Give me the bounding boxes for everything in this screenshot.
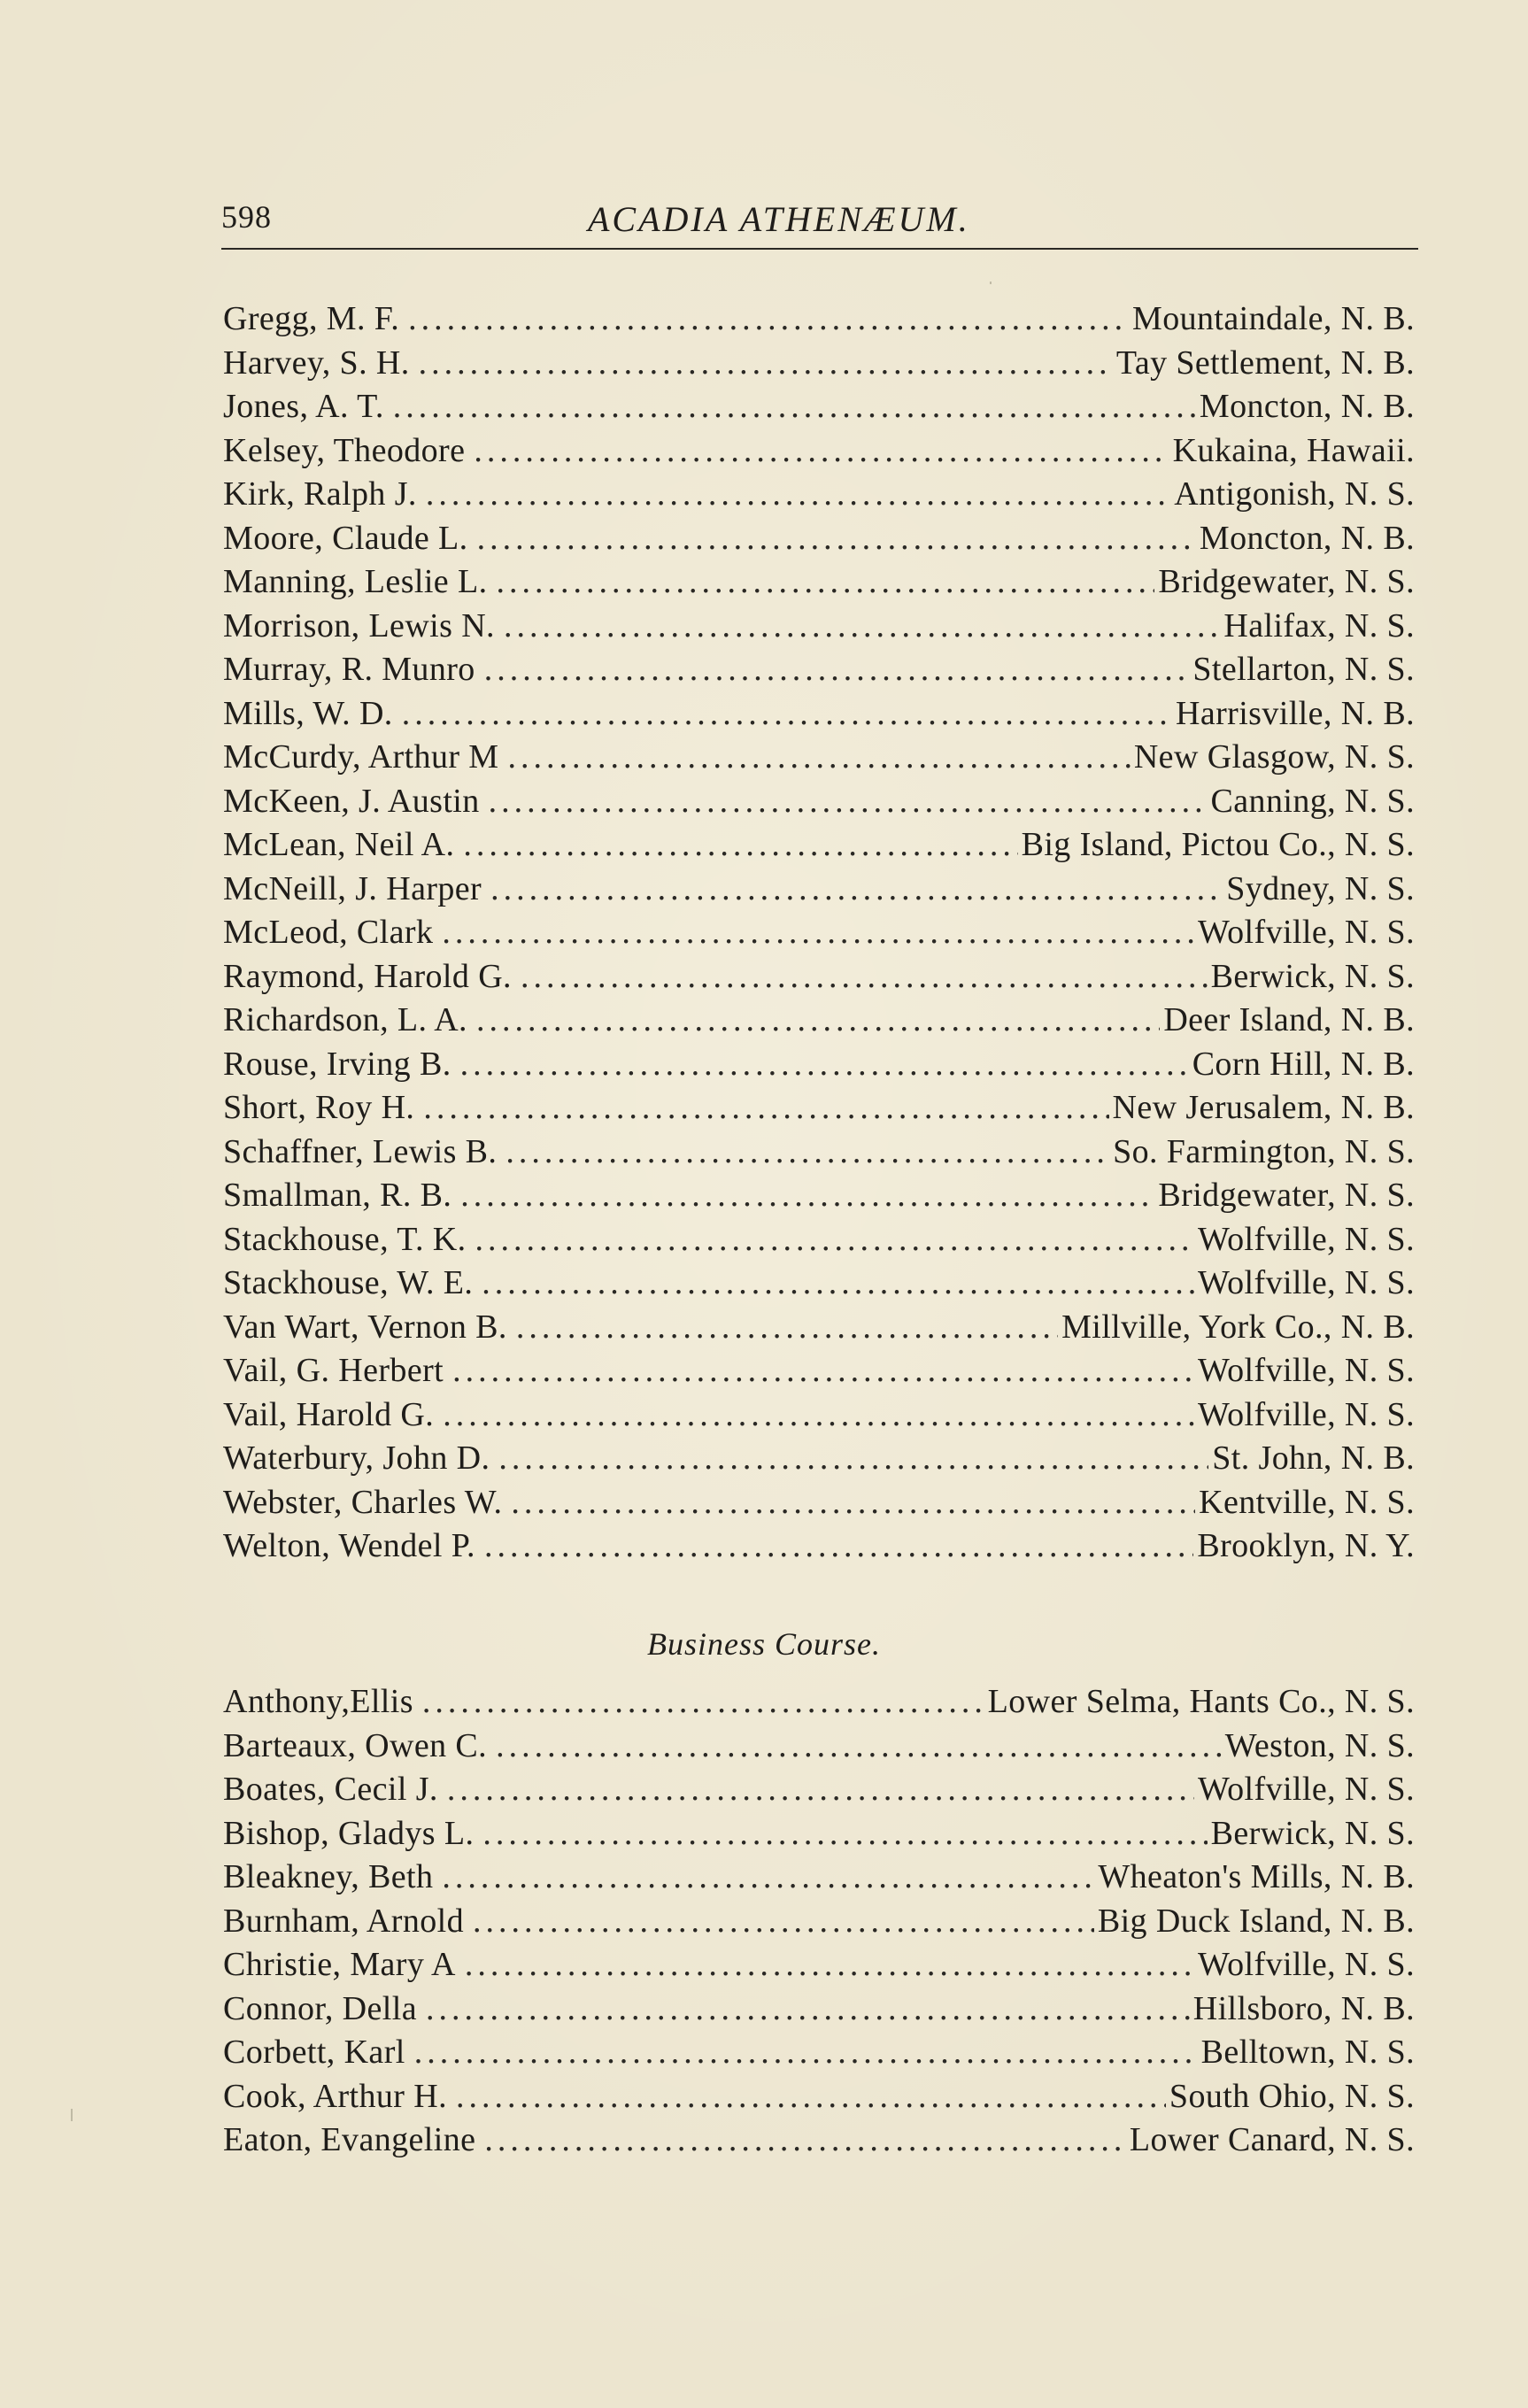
student-name: Boates, Cecil J. — [223, 1771, 438, 1808]
list-item — [223, 1989, 1415, 2034]
student-name: Harvey, S. H. — [223, 343, 410, 382]
student-hometown: Berwick, N. S. — [1210, 1814, 1415, 1852]
list-item — [223, 957, 1415, 1001]
dot-leader — [496, 1726, 1222, 1765]
student-name: McKeen, J. Austin — [223, 782, 480, 820]
student-name: Corbett, Karl — [223, 2034, 405, 2071]
student-name: Gregg, M. F. — [223, 300, 400, 337]
student-name: Webster, Charles W. — [223, 1483, 503, 1521]
dot-leader — [402, 694, 1172, 733]
dot-leader — [460, 1176, 1154, 1215]
student-hometown: Wolfville, N. S. — [1197, 1395, 1415, 1433]
list-item — [223, 1902, 1415, 1946]
list-item — [223, 869, 1415, 914]
dot-leader — [456, 2077, 1166, 2116]
student-hometown: New Glasgow, N. S. — [1133, 738, 1415, 776]
student-hometown: Moncton, N. B. — [1199, 388, 1415, 425]
student-hometown: Mountaindale, N. B. — [1132, 300, 1415, 337]
list-item — [223, 1439, 1415, 1483]
student-name: McCurdy, Arthur M — [223, 738, 499, 776]
student-hometown: South Ohio, N. S. — [1169, 2077, 1415, 2115]
student-name: Smallman, R. B. — [223, 1177, 452, 1214]
student-hometown: Moncton, N. B. — [1199, 519, 1415, 557]
dot-leader — [408, 299, 1129, 338]
student-name: Christie, Mary A — [223, 1946, 456, 1983]
student-hometown: Deer Island, N. B. — [1163, 1001, 1415, 1038]
students-list — [223, 299, 1415, 1571]
list-item — [223, 913, 1415, 957]
student-hometown: Antigonish, N. S. — [1174, 475, 1415, 513]
list-item — [223, 2120, 1415, 2165]
dot-leader — [442, 913, 1194, 952]
dot-leader — [442, 1857, 1094, 1896]
student-hometown: Halifax, N. S. — [1223, 606, 1415, 644]
student-hometown: Wolfville, N. S. — [1197, 1946, 1415, 1983]
student-name: Connor, Della — [223, 1989, 417, 2027]
student-name: Manning, Leslie L. — [223, 563, 488, 600]
dot-leader — [422, 1682, 984, 1721]
list-item — [223, 1308, 1415, 1352]
dot-leader — [423, 1088, 1108, 1127]
list-item — [223, 694, 1415, 738]
student-name: Rouse, Irving B. — [223, 1045, 451, 1083]
list-item — [223, 650, 1415, 694]
dot-leader — [463, 825, 1017, 864]
list-item — [223, 1263, 1415, 1308]
student-name: Vail, Harold G. — [223, 1395, 435, 1433]
dot-leader — [452, 1351, 1194, 1390]
dot-leader — [505, 1132, 1109, 1171]
dot-leader — [419, 343, 1113, 382]
list-item — [223, 1220, 1415, 1264]
student-hometown: Wolfville, N. S. — [1197, 1264, 1415, 1301]
page-number: 598 — [221, 199, 272, 235]
dot-leader — [447, 1770, 1194, 1809]
student-hometown: Harrisville, N. B. — [1176, 694, 1415, 732]
student-name: Burnham, Arnold — [223, 1902, 464, 1940]
student-name: Bishop, Gladys L. — [223, 1814, 475, 1852]
list-item — [223, 1132, 1415, 1177]
student-name: Bleakney, Beth — [223, 1858, 434, 1895]
student-hometown: Wolfville, N. S. — [1197, 914, 1415, 951]
dot-leader — [426, 475, 1170, 513]
business-course-list — [223, 1682, 1415, 2165]
list-item — [223, 343, 1415, 388]
student-name: Kelsey, Theodore — [223, 431, 466, 469]
dot-leader — [426, 1989, 1190, 2028]
paper-speck — [71, 2109, 73, 2121]
dot-leader — [473, 1902, 1094, 1941]
running-title: ACADIA ATHENÆUM. — [588, 199, 970, 239]
list-item — [223, 1526, 1415, 1571]
student-name: Cook, Arthur H. — [223, 2077, 447, 2115]
student-name: Kirk, Ralph J. — [223, 475, 417, 513]
list-item — [223, 387, 1415, 431]
dot-leader — [475, 1220, 1194, 1259]
dot-leader — [465, 1945, 1194, 1984]
student-name: Anthony,Ellis — [223, 1683, 413, 1720]
student-hometown: Millville, York Co., N. B. — [1061, 1308, 1415, 1346]
student-name: Schaffner, Lewis B. — [223, 1132, 498, 1170]
student-name: Short, Roy H. — [223, 1089, 415, 1126]
student-hometown: Big Duck Island, N. B. — [1097, 1902, 1415, 1940]
student-name: Vail, G. Herbert — [223, 1352, 444, 1389]
student-name: Van Wart, Vernon B. — [223, 1308, 507, 1346]
student-name: Waterbury, John D. — [223, 1439, 490, 1477]
list-item — [223, 1176, 1415, 1220]
dot-leader — [474, 431, 1169, 470]
student-hometown: St. John, N. B. — [1212, 1439, 1415, 1477]
list-item — [223, 2077, 1415, 2121]
list-item — [223, 737, 1415, 782]
list-item — [223, 2033, 1415, 2077]
student-name: Mills, W. D. — [223, 694, 393, 732]
dot-leader — [498, 1439, 1208, 1478]
dot-leader — [504, 606, 1220, 645]
dot-leader — [508, 737, 1131, 776]
student-name: Stackhouse, T. K. — [223, 1220, 467, 1258]
list-item — [223, 519, 1415, 563]
list-item — [223, 1814, 1415, 1858]
dot-leader — [476, 1000, 1160, 1039]
list-item — [223, 562, 1415, 606]
list-item — [223, 782, 1415, 826]
student-name: Eaton, Evangeline — [223, 2121, 476, 2158]
list-item — [223, 1000, 1415, 1045]
student-name: Murray, R. Munro — [223, 651, 475, 688]
student-hometown: Hillsboro, N. B. — [1192, 1989, 1415, 2027]
student-hometown: Canning, N. S. — [1210, 782, 1415, 820]
student-hometown: Wolfville, N. S. — [1197, 1771, 1415, 1808]
list-item — [223, 475, 1415, 519]
student-name: Jones, A. T. — [223, 388, 384, 425]
dot-leader — [484, 1526, 1193, 1565]
list-item — [223, 1770, 1415, 1814]
list-item — [223, 1682, 1415, 1726]
list-item — [223, 1395, 1415, 1439]
student-name: Morrison, Lewis N. — [223, 606, 495, 644]
list-item — [223, 606, 1415, 651]
student-hometown: Big Island, Pictou Co., N. S. — [1021, 826, 1415, 863]
dot-leader — [482, 1814, 1207, 1853]
dot-leader — [477, 519, 1196, 558]
student-name: Stackhouse, W. E. — [223, 1264, 474, 1301]
student-hometown: Kukaina, Hawaii. — [1172, 431, 1415, 469]
student-hometown: Kentville, N. S. — [1199, 1483, 1415, 1521]
dot-leader — [521, 957, 1208, 996]
student-hometown: Belltown, N. S. — [1200, 2034, 1415, 2071]
student-hometown: Bridgewater, N. S. — [1158, 563, 1415, 600]
student-hometown: Wolfville, N. S. — [1197, 1220, 1415, 1258]
list-item — [223, 1483, 1415, 1527]
list-item — [223, 1857, 1415, 1902]
dot-leader — [484, 650, 1190, 689]
student-hometown: Lower Selma, Hants Co., N. S. — [987, 1683, 1415, 1720]
student-hometown: Bridgewater, N. S. — [1158, 1177, 1415, 1214]
dot-leader — [511, 1483, 1195, 1522]
student-name: McLeod, Clark — [223, 914, 434, 951]
student-hometown: Tay Settlement, N. B. — [1115, 343, 1415, 382]
list-item — [223, 825, 1415, 869]
dot-leader — [443, 1395, 1194, 1434]
dot-leader — [490, 869, 1223, 908]
dot-leader — [489, 782, 1208, 821]
student-hometown: Brooklyn, N. Y. — [1197, 1527, 1415, 1564]
student-name: Raymond, Harold G. — [223, 957, 512, 995]
dot-leader — [482, 1263, 1194, 1302]
page-header — [221, 193, 1418, 250]
business-course-heading: Business Course. — [646, 1626, 881, 1662]
student-hometown: Berwick, N. S. — [1210, 957, 1415, 995]
dot-leader — [516, 1308, 1058, 1347]
student-hometown: Wheaton's Mills, N. B. — [1098, 1858, 1415, 1895]
list-item — [223, 1045, 1415, 1089]
list-item — [223, 1088, 1415, 1132]
dot-leader — [484, 2120, 1126, 2159]
student-hometown: Corn Hill, N. B. — [1192, 1045, 1415, 1083]
dot-leader — [496, 562, 1154, 601]
dot-leader — [393, 387, 1196, 426]
student-name: Welton, Wendel P. — [223, 1527, 475, 1564]
list-item — [223, 1945, 1415, 1989]
student-hometown: New Jerusalem, N. B. — [1112, 1089, 1415, 1126]
dot-leader — [414, 2033, 1198, 2072]
student-hometown: So. Farmington, N. S. — [1113, 1132, 1415, 1170]
list-item — [223, 299, 1415, 343]
student-hometown: Weston, N. S. — [1224, 1726, 1415, 1764]
student-name: Moore, Claude L. — [223, 519, 468, 557]
student-hometown: Sydney, N. S. — [1226, 869, 1415, 907]
student-hometown: Lower Canard, N. S. — [1129, 2121, 1415, 2158]
student-hometown: Stellarton, N. S. — [1192, 651, 1415, 688]
student-hometown: Wolfville, N. S. — [1197, 1352, 1415, 1389]
list-item — [223, 431, 1415, 475]
paper-speck — [990, 282, 992, 284]
list-item — [223, 1351, 1415, 1395]
student-name: Barteaux, Owen C. — [223, 1726, 488, 1764]
list-item — [223, 1726, 1415, 1771]
student-name: McNeill, J. Harper — [223, 869, 482, 907]
student-name: Richardson, L. A. — [223, 1001, 467, 1038]
student-name: McLean, Neil A. — [223, 826, 455, 863]
dot-leader — [460, 1045, 1189, 1084]
